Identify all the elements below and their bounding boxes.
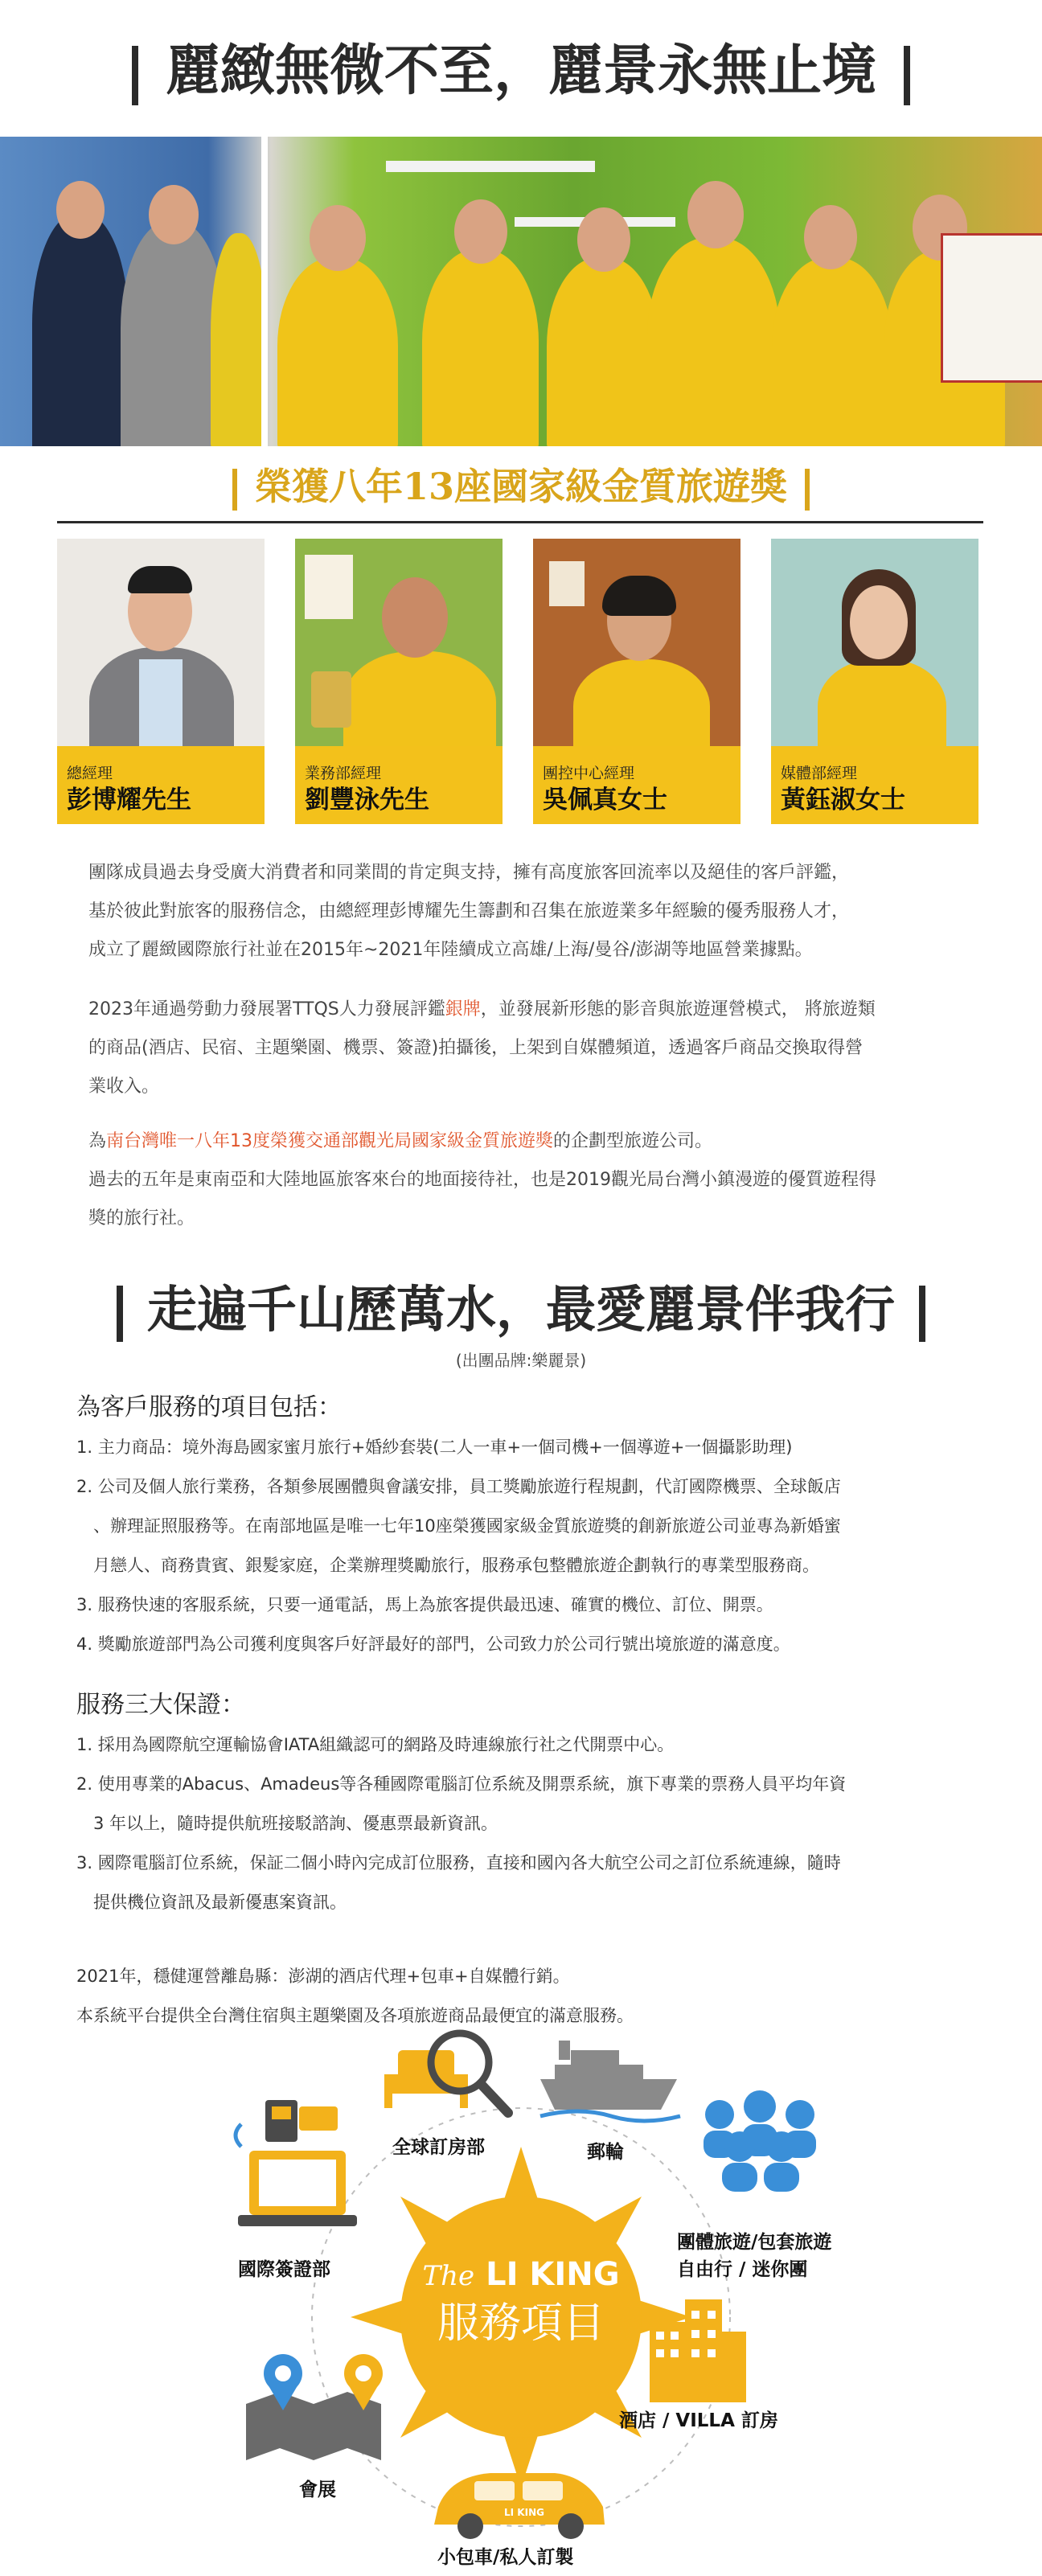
award-heading-text: 榮獲八年13座國家級金質旅遊獎 — [254, 465, 787, 508]
award-heading — [0, 460, 1042, 513]
intro-line: 獎的旅行社。 — [88, 1208, 195, 1229]
intro-text: 2023年通過勞動力發展署TTQS人力發展評鑑 — [88, 999, 445, 1019]
services-line: 、辦理証照服務等。在南部地區是唯一七年10座榮獲國家級金質旅遊獎的創新旅遊公司並專為新婚蜜 — [76, 1516, 841, 1536]
infographic-brand — [400, 2255, 642, 2295]
guarantee-line: 3. 國際電腦訂位系統，保証二個小時內完成訂位服務，直接和國內各大航空公司之訂位系統連線，隨時 — [76, 1853, 841, 1873]
staff-label-2 — [295, 746, 503, 824]
brand-script: The — [422, 2260, 475, 2292]
services-line: 月戀人、商務貴賓、銀髮家庭，企業辦理獎勵旅行，服務承包整體旅遊企劃執行的專業型服務商。 — [76, 1556, 819, 1575]
services-line: 4. 獎勵旅遊部門為公司獲利度與客戶好評最好的部門，公司致力於公司行號出境旅遊的滿意度。 — [76, 1635, 790, 1654]
intro-text: ，並發展新形態的影音與旅遊運營模式， 將旅遊類 — [480, 999, 876, 1019]
intro-line: 成立了麗緻國際旅行社並在2015年~2021年陸續成立高雄/上海/曼谷/澎湖等地區營業據點。 — [88, 940, 813, 960]
closing-line: 本系統平台提供全台灣住宿與主題樂園及各項旅遊商品最便宜的滿意服務。 — [76, 2006, 634, 2025]
label-car: 小包車/私人訂製 — [437, 2547, 574, 2568]
label-cruise: 郵輪 — [587, 2142, 624, 2163]
staff-name: 黃鈺淑女士 — [781, 786, 905, 814]
services-title: 為客戶服務的項目包括： — [76, 1393, 342, 1421]
heading-bar-left — [132, 46, 138, 105]
staff-photo-3 — [533, 539, 740, 746]
guarantee-line: 2. 使用專業的Abacus、Amadeus等各種國際電腦訂位系統及開票系統，旗下專業的票務人員平均年資 — [76, 1774, 847, 1794]
award-divider — [57, 521, 983, 523]
services-line: 2. 公司及個人旅行業務，各類參展團體與會議安排，員工獎勵旅遊行程規劃，代訂國際機票、全球飯店 — [76, 1477, 841, 1496]
infographic-center-title: 服務項目 — [437, 2299, 605, 2348]
label-group-tour: 團體旅遊/包套旅遊 — [677, 2232, 832, 2253]
services-infographic — [0, 2026, 1042, 2573]
award-ceremony-photo — [0, 137, 1042, 446]
label-hotel-booking: 全球訂房部 — [392, 2137, 485, 2158]
guarantees-section — [76, 1685, 993, 1922]
car-icon — [434, 2473, 605, 2539]
staff-label-1 — [57, 746, 265, 824]
label-villa: 酒店 / VILLA 訂房 — [619, 2410, 778, 2431]
closing-line: 2021年，穩健運營離島縣：澎湖的酒店代理+包車+自媒體行銷。 — [76, 1967, 570, 1986]
staff-photo-4 — [771, 539, 978, 746]
guarantee-line: 提供機位資訊及最新優惠案資訊。 — [76, 1893, 347, 1912]
label-visa: 國際簽證部 — [238, 2259, 330, 2280]
highlight-text: 南台灣唯一八年13度榮獲交通部觀光局國家級金質旅遊獎 — [106, 1131, 554, 1151]
staff-card-2 — [295, 539, 503, 824]
highlight-text: 銀牌 — [445, 999, 481, 1019]
top-heading — [0, 32, 1042, 109]
staff-name: 吳佩真女士 — [543, 786, 667, 814]
intro-line: 業收入。 — [88, 1077, 160, 1097]
guarantee-line: 1. 採用為國際航空運輸協會IATA組織認可的網路及時連線旅行社之代開票中心。 — [76, 1735, 675, 1754]
intro-line — [88, 1122, 981, 1161]
cruise-ship-icon — [540, 2041, 680, 2121]
award-bar-right — [805, 469, 810, 511]
heading-bar-right — [919, 1286, 925, 1342]
car-logo: LI KING — [504, 2507, 544, 2518]
intro-line: 的商品(酒店、民宿、主題樂園、機票、簽證)拍攝後，上架到自媒體頻道，透過客戶商品交換取得營 — [88, 1038, 864, 1058]
services-line: 1. 主力商品：境外海島國家蜜月旅行+婚紗套裝(二人一車+一個司機+一個導遊+一個攝影助理) — [76, 1438, 793, 1457]
guarantee-line: 3 年以上，隨時提供航班接駁諮詢、優惠票最新資訊。 — [76, 1814, 498, 1833]
staff-role: 媒體部經理 — [781, 765, 858, 782]
second-heading-text: 走遍千山歷萬水，最愛麗景伴我行 — [146, 1280, 895, 1339]
intro-paragraph-3 — [88, 1122, 981, 1238]
intro-text: 為 — [88, 1131, 107, 1151]
laptop-passport-icon — [236, 2100, 357, 2226]
staff-label-4 — [771, 746, 978, 824]
brand-name: LI KING — [486, 2256, 620, 2293]
map-pin-icon — [246, 2354, 383, 2460]
award-bar-left — [232, 469, 237, 511]
staff-label-3 — [533, 746, 740, 824]
staff-role: 團控中心經理 — [543, 765, 635, 782]
staff-name: 劉豐泳先生 — [305, 786, 429, 814]
top-heading-text: 麗緻無微不至，麗景永無止境 — [165, 39, 876, 103]
bed-magnifier-icon — [384, 2033, 508, 2113]
second-heading — [0, 1275, 1042, 1344]
staff-photo-2 — [295, 539, 503, 746]
staff-card-3 — [533, 539, 740, 824]
intro-line: 過去的五年是東南亞和大陸地區旅客來台的地面接待社，也是2019觀光局台灣小鎮漫遊的優質遊程得 — [88, 1170, 876, 1190]
intro-line — [88, 991, 981, 1029]
staff-role: 總經理 — [67, 765, 113, 782]
heading-bar-left — [117, 1286, 123, 1342]
intro-paragraph-1 — [88, 854, 981, 970]
staff-card-4 — [771, 539, 978, 824]
intro-line: 團隊成員過去身受廣大消費者和同業間的肯定與支持，擁有高度旅客回流率以及絕佳的客戶評鑑， — [88, 863, 850, 883]
label-exhibition: 會展 — [299, 2480, 336, 2500]
guarantees-title: 服務三大保證： — [76, 1691, 245, 1719]
staff-role: 業務部經理 — [305, 765, 382, 782]
intro-line: 基於彼此對旅客的服務信念，由總經理彭博耀先生籌劃和召集在旅遊業多年經驗的優秀服務人才， — [88, 901, 850, 921]
closing-section — [76, 1957, 993, 2036]
label-free-tour: 自由行 / 迷你團 — [677, 2259, 808, 2280]
services-line: 3. 服務快速的客服系統，只要一通電話，馬上為旅客提供最迅速、確實的機位、訂位、開票。 — [76, 1595, 773, 1614]
intro-paragraph-2 — [88, 991, 981, 1106]
services-section — [76, 1388, 993, 1664]
brand-note: (出團品牌:樂麗景) — [455, 1351, 587, 1370]
heading-bar-right — [904, 46, 910, 105]
staff-photo-1 — [57, 539, 265, 746]
group-people-icon — [704, 2090, 816, 2192]
intro-text: 的企劃型旅遊公司。 — [553, 1131, 713, 1151]
staff-name: 彭博耀先生 — [67, 786, 191, 814]
staff-card-1 — [57, 539, 265, 824]
